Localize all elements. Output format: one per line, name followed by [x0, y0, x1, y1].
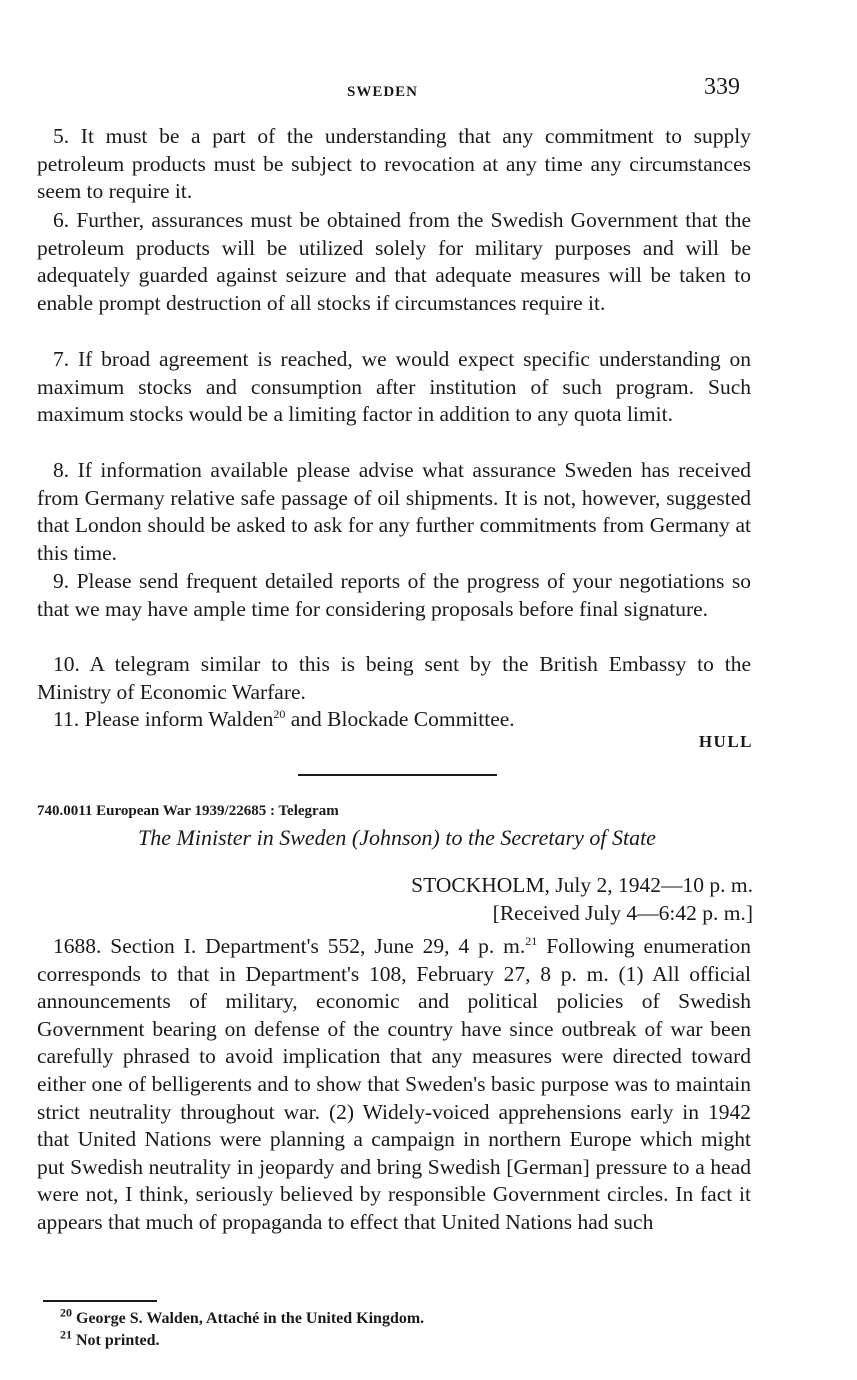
page-number: 339 — [704, 74, 740, 100]
paragraph-11-text: 11. Please inform Walden — [53, 707, 274, 731]
telegram-text-start: 1688. Section I. Department's 552, June 29, 4 p. m. — [53, 934, 526, 958]
received-line: [Received July 4—6:42 p. m.] — [492, 901, 753, 925]
paragraph-5: 5. It must be a part of the understanding that any commitment to supply petroleum products must be subject to revocation at any time any circumstances seem to require it. — [37, 124, 751, 204]
paragraph-11-text-end: and Blockade Committee. — [285, 707, 515, 731]
telegram-text-body: Following enumeration corresponds to that in Department's 108, February 27, 8 p. m. (1) All official announcements of military, economic and political policies of Swedish Government bearing on defense of the country have since outbreak of war been carefully phrased to avoid implication that any measures were directed toward either one of belligerents and to show that Sweden's basic purpose was to maintain strict neutrality throughout war. (2) Widely-voiced apprehensions early in 1942 that United Nations were planning a campaign in northern Europe which might put Swedish neutrality in jeopardy and bring Swedish [German] pressure to a head were not, I think, seriously believed by responsible Government circles. In fact it appears that much of propaganda to effect that United Nations had such — [37, 934, 751, 1234]
footnote-21 — [60, 1327, 160, 1350]
footnote-20-text: George S. Walden, Attaché in the United Kingdom. — [76, 1310, 425, 1327]
footnote-mark-20: 20 — [273, 706, 286, 721]
section-divider — [298, 774, 497, 776]
footnote-divider — [43, 1300, 157, 1302]
document-title: The Minister in Sweden (Johnson) to the Secretary of State — [138, 825, 656, 850]
footnote-mark-21: 21 — [525, 933, 538, 948]
footnote-21-text: Not printed. — [76, 1332, 160, 1349]
dateline: STOCKHOLM, July 2, 1942—10 p. m. — [411, 873, 753, 897]
running-head: SWEDEN — [347, 84, 419, 100]
paragraph-10: 10. A telegram similar to this is being sent by the British Embassy to the Ministry of Economic Warfare. — [37, 652, 751, 704]
paragraph-6: 6. Further, assurances must be obtained from the Swedish Government that the petroleum products will be utilized solely for military purposes and will be adequately guarded against seizure and that adequate measures will be taken to enable prompt destruction of all stocks if circumstances require it. — [37, 208, 751, 315]
footnote-20 — [60, 1305, 425, 1328]
paragraph-9: 9. Please send frequent detailed reports of the progress of your negotiations so that we may have ample time for considering proposals before final signature. — [37, 569, 751, 621]
signature: HULL — [698, 732, 753, 751]
paragraph-8: 8. If information available please advise what assurance Sweden has received from Germany relative safe passage of oil shipments. It is not, however, suggested that London should be asked to ask for any further commitments from Germany at this time. — [37, 458, 751, 565]
file-reference: 740.0011 European War 1939/22685 : Telegram — [37, 803, 339, 819]
page-header — [0, 70, 857, 110]
paragraph-7: 7. If broad agreement is reached, we would expect specific understanding on maximum stocks and consumption after institution of such program. Such maximum stocks would be a limiting factor in addition to any quota limit. — [37, 347, 751, 427]
footnote-20-mark: 20 — [60, 1305, 72, 1320]
paragraph-11 — [37, 706, 751, 734]
footnote-21-mark: 21 — [60, 1327, 72, 1342]
telegram-text — [37, 933, 751, 1237]
